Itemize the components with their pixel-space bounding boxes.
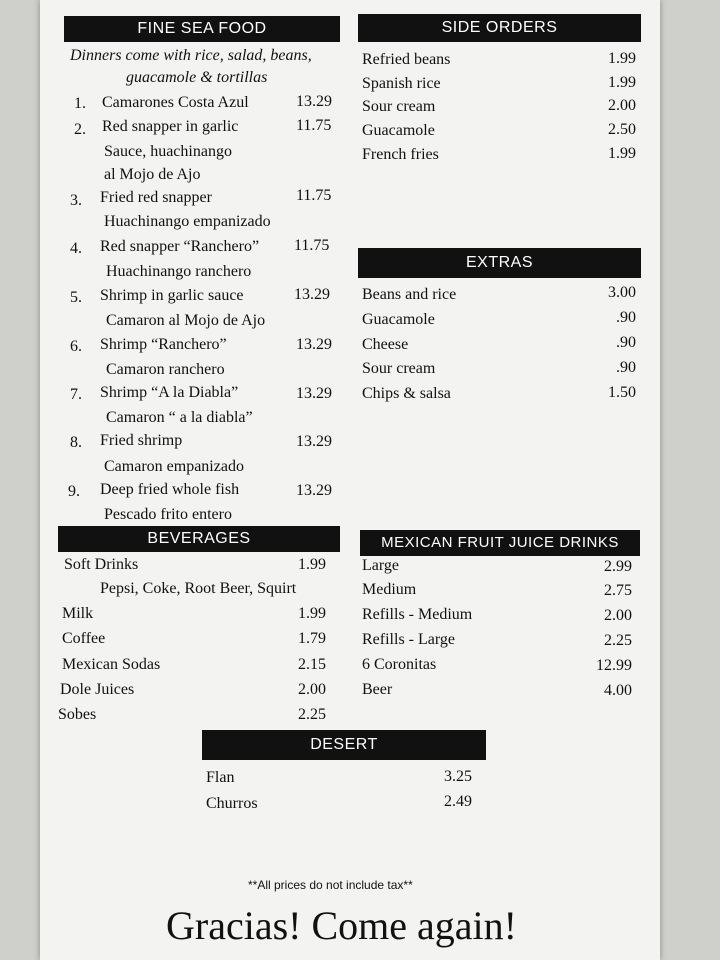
beverage-price: 1.99: [298, 556, 326, 573]
seafood-item-price: 13.29: [296, 336, 332, 353]
seafood-item-price: 13.29: [296, 385, 332, 402]
seafood-item-price: 11.75: [296, 117, 332, 134]
extra-name: Chips & salsa: [362, 385, 451, 402]
desert-price: 3.25: [444, 768, 472, 785]
desert-name: Flan: [206, 769, 235, 786]
juice-name: Refills - Large: [362, 631, 456, 648]
seafood-item-price: 13.29: [294, 286, 330, 303]
beverages-header: BEVERAGES: [58, 526, 340, 552]
extra-name: Guacamole: [362, 311, 435, 328]
seafood-item-num: 3.: [70, 192, 82, 209]
juice-name: Large: [362, 557, 400, 574]
seafood-item-name: Camarones Costa Azul: [102, 94, 249, 111]
side-order-name: French fries: [362, 146, 439, 163]
extra-price: 3.00: [608, 284, 636, 301]
juice-price: 2.75: [604, 582, 632, 599]
extra-price: 1.50: [608, 384, 636, 401]
menu-page: [40, 0, 660, 960]
beverage-name: Coffee: [62, 630, 106, 647]
desert-name: Churros: [206, 795, 258, 812]
juice-name: 6 Coronitas: [362, 656, 437, 673]
juice-price: 2.00: [604, 607, 632, 624]
seafood-item-name: Fried shrimp: [100, 432, 183, 449]
beverage-name: Sobes: [58, 706, 97, 723]
seafood-item-sub: Camaron empanizado: [104, 458, 244, 475]
side-order-name: Spanish rice: [362, 75, 441, 92]
seafood-item-num: 9.: [68, 483, 80, 500]
desert-header: DESERT: [202, 730, 486, 760]
seafood-item-price: 13.29: [296, 93, 332, 110]
seafood-intro-line1: Dinners come with rice, salad, beans,: [70, 47, 312, 64]
seafood-item-sub: Camaron “ a la diabla”: [106, 409, 253, 426]
beverage-name: Mexican Sodas: [62, 656, 161, 673]
seafood-item-price: 13.29: [296, 433, 332, 450]
side-order-price: 2.50: [608, 121, 636, 138]
extra-price: .90: [616, 309, 636, 326]
seafood-item-num: 6.: [70, 338, 82, 355]
extra-name: Cheese: [362, 336, 409, 353]
beverage-price: 1.99: [298, 605, 326, 622]
side-order-price: 1.99: [608, 74, 636, 91]
seafood-item-name: Deep fried whole fish: [100, 481, 240, 498]
beverage-price: 2.15: [298, 656, 326, 673]
side-order-price: 1.99: [608, 50, 636, 67]
seafood-header: FINE SEA FOOD: [64, 16, 340, 42]
seafood-item-price: 11.75: [294, 237, 330, 254]
seafood-intro-line2: guacamole & tortillas: [126, 69, 268, 86]
thanks-message: Gracias! Come again!: [166, 903, 517, 948]
seafood-item-name: Shrimp in garlic sauce: [100, 287, 244, 304]
seafood-item-num: 8.: [70, 434, 82, 451]
seafood-item-name: Fried red snapper: [100, 189, 212, 206]
seafood-item-name: Shrimp “A la Diabla”: [100, 384, 239, 401]
tax-note: **All prices do not include tax**: [248, 878, 413, 892]
side-order-name: Refried beans: [362, 51, 451, 68]
desert-price: 2.49: [444, 793, 472, 810]
juice-price: 2.25: [604, 632, 632, 649]
seafood-item-name: Red snapper “Ranchero”: [100, 238, 260, 255]
soft-drinks-note: Pepsi, Coke, Root Beer, Squirt: [100, 580, 297, 597]
beverage-name: Milk: [62, 605, 94, 622]
seafood-item-price: 13.29: [296, 482, 332, 499]
juice-price: 4.00: [604, 682, 632, 699]
seafood-item-name: Red snapper in garlic: [102, 118, 239, 135]
side-orders-header: SIDE ORDERS: [358, 14, 641, 42]
juice-price: 2.99: [604, 558, 632, 575]
seafood-item-num: 1.: [74, 95, 86, 112]
seafood-item-num: 4.: [70, 240, 82, 257]
beverage-name: Dole Juices: [60, 681, 135, 698]
extra-price: .90: [616, 359, 636, 376]
side-order-name: Sour cream: [362, 98, 436, 115]
beverage-price: 1.79: [298, 630, 326, 647]
side-order-name: Guacamole: [362, 122, 435, 139]
seafood-item-name: Shrimp “Ranchero”: [100, 336, 227, 353]
juice-header: MEXICAN FRUIT JUICE DRINKS: [360, 530, 640, 556]
side-order-price: 1.99: [608, 145, 636, 162]
juice-name: Beer: [362, 681, 393, 698]
seafood-item-price: 11.75: [296, 187, 332, 204]
seafood-item-sub: Pescado frito entero: [104, 506, 232, 523]
juice-price: 12.99: [596, 657, 632, 674]
side-order-price: 2.00: [608, 97, 636, 114]
beverage-name: Soft Drinks: [64, 556, 139, 573]
extra-price: .90: [616, 334, 636, 351]
seafood-item-sub: Camaron ranchero: [106, 361, 225, 378]
seafood-item-num: 7.: [70, 386, 82, 403]
beverage-price: 2.25: [298, 706, 326, 723]
beverage-price: 2.00: [298, 681, 326, 698]
seafood-item-num: 2.: [74, 121, 86, 138]
seafood-item-sub: Huachinango empanizado: [104, 213, 271, 230]
seafood-item-num: 5.: [70, 289, 82, 306]
extra-name: Beans and rice: [362, 286, 457, 303]
seafood-item-sub: Camaron al Mojo de Ajo: [106, 312, 266, 329]
seafood-item-sub: Huachinango ranchero: [106, 263, 252, 280]
juice-name: Medium: [362, 581, 417, 598]
extra-name: Sour cream: [362, 360, 436, 377]
extras-header: EXTRAS: [358, 248, 641, 278]
seafood-item-sub: al Mojo de Ajo: [104, 166, 201, 183]
seafood-item-sub: Sauce, huachinango: [104, 143, 232, 160]
juice-name: Refills - Medium: [362, 606, 473, 623]
